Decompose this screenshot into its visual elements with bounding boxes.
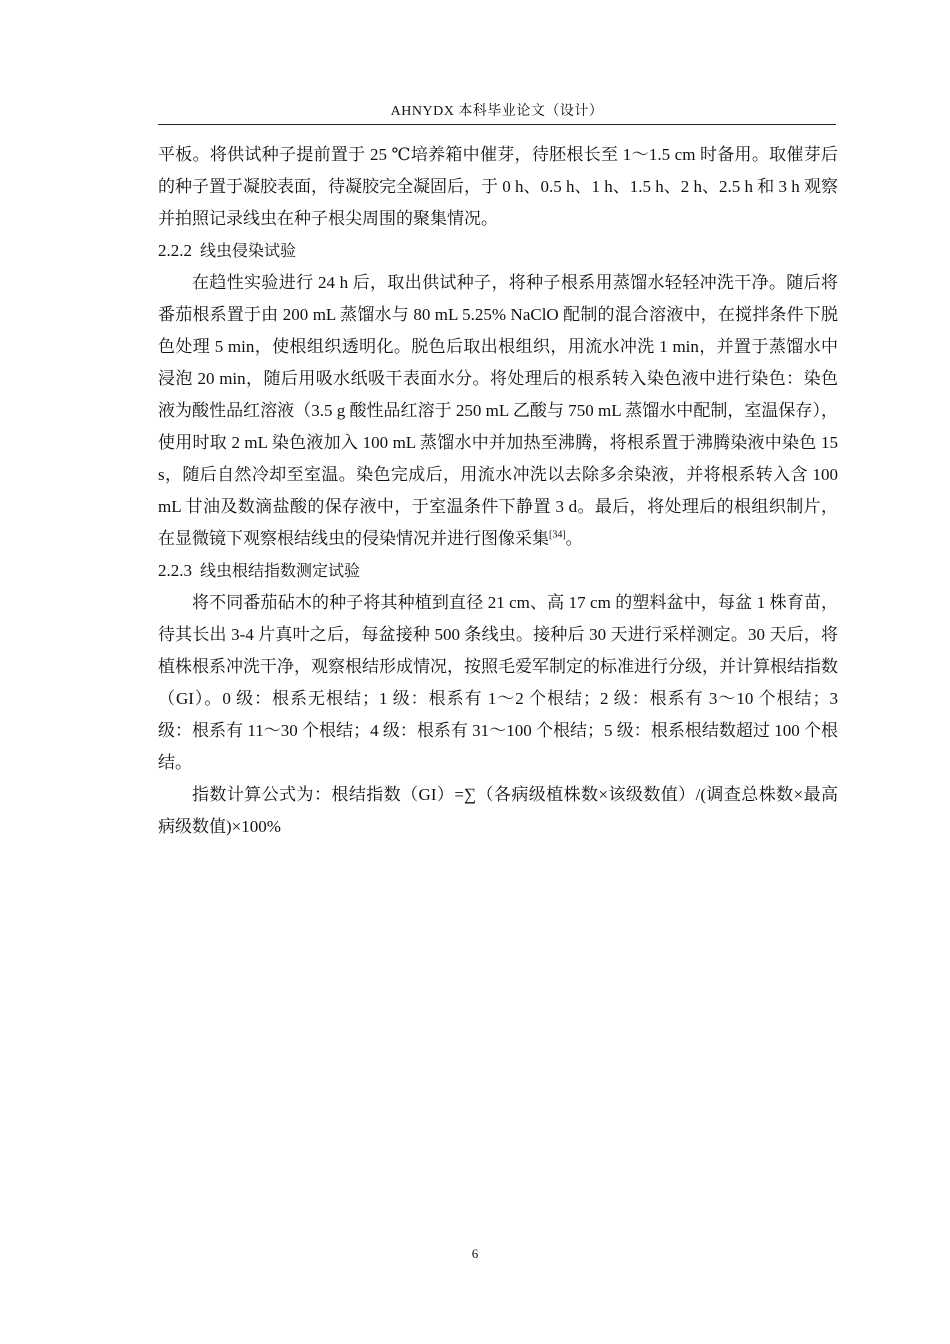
section-title: 线虫根结指数测定试验 (200, 561, 361, 580)
section-number: 2.2.2 (158, 241, 192, 260)
running-header: AHNYDX 本科毕业论文（设计） (390, 104, 604, 119)
document-body (158, 139, 838, 843)
paragraph-text: 在趋性实验进行 24 h 后，取出供试种子，将种子根系用蒸馏水轻轻冲洗干净。随后将番茄根系置于由 200 mL 蒸馏水与 80 mL 5.25% NaClO 配制的混合溶液中，在搅拌条件下脱色处理 5 min，使根组织透明化。脱色后取出根组织，用流水冲洗 1 min，并置于蒸馏水中浸泡 20 min，随后用吸水纸吸干表面水分。将处理后的根系转入染色液中进行染色：染色液为酸性品红溶液（3.5 g 酸性品红溶于 250 mL 乙酸与 750 mL 蒸馏水中配制，室温保存），使用时取 2 mL 染色液加入 100 mL 蒸馏水中并加热至沸腾，将根系置于沸腾染液中染色 15 s，随后自然冷却至室温。染色完成后，用流水冲洗以去除多余染液，并将根系转入含 100 mL 甘油及数滴盐酸的保存液中，于室温条件下静置 3 d。最后，将处理后的根组织制片，在显微镜下观察根结线虫的侵染情况并进行图像采集 (158, 273, 838, 548)
paragraph-continuation: 平板。将供试种子提前置于 25 ℃培养箱中催芽，待胚根长至 1～1.5 cm 时备用。取催芽后的种子置于凝胶表面，待凝胶完全凝固后，于 0 h、0.5 h、1 h、1.5 h、2 h、2.5 h 和 3 h 观察并拍照记录线虫在种子根尖周围的聚集情况。 (158, 145, 838, 228)
section-number: 2.2.3 (158, 561, 192, 580)
paragraph-infection-test (158, 267, 838, 555)
citation-marker: [34] (549, 529, 566, 541)
header-divider (158, 124, 836, 125)
section-heading-2-2-3 (158, 555, 838, 587)
paragraph-gi-formula: 指数计算公式为：根结指数（GI）=∑（各病级植株数×该级数值）/(调查总株数×最高病级数值)×100% (158, 785, 838, 836)
section-heading-2-2-2 (158, 235, 838, 267)
paragraph-root-knot-grading: 将不同番茄砧木的种子将其种植到直径 21 cm、高 17 cm 的塑料盆中，每盆 1 株育苗，待其长出 3-4 片真叶之后，每盆接种 500 条线虫。接种后 30 天进行采样测定。30 天后，将植株根系冲洗干净，观察根结形成情况，按照毛爱军制定的标准进行分级，并计算根结指数（GI）。0 级：根系无根结；1 级：根系有 1～2 个根结；2 级：根系有 3～10 个根结；3 级：根系有 11～30 个根结；4 级：根系有 31～100 个根结；5 级：根系根结数超过 100 个根结。 (158, 593, 838, 772)
page-number: 6 (471, 1246, 479, 1261)
paragraph-end-punctuation: 。 (565, 529, 583, 548)
section-title: 线虫侵染试验 (200, 241, 297, 260)
